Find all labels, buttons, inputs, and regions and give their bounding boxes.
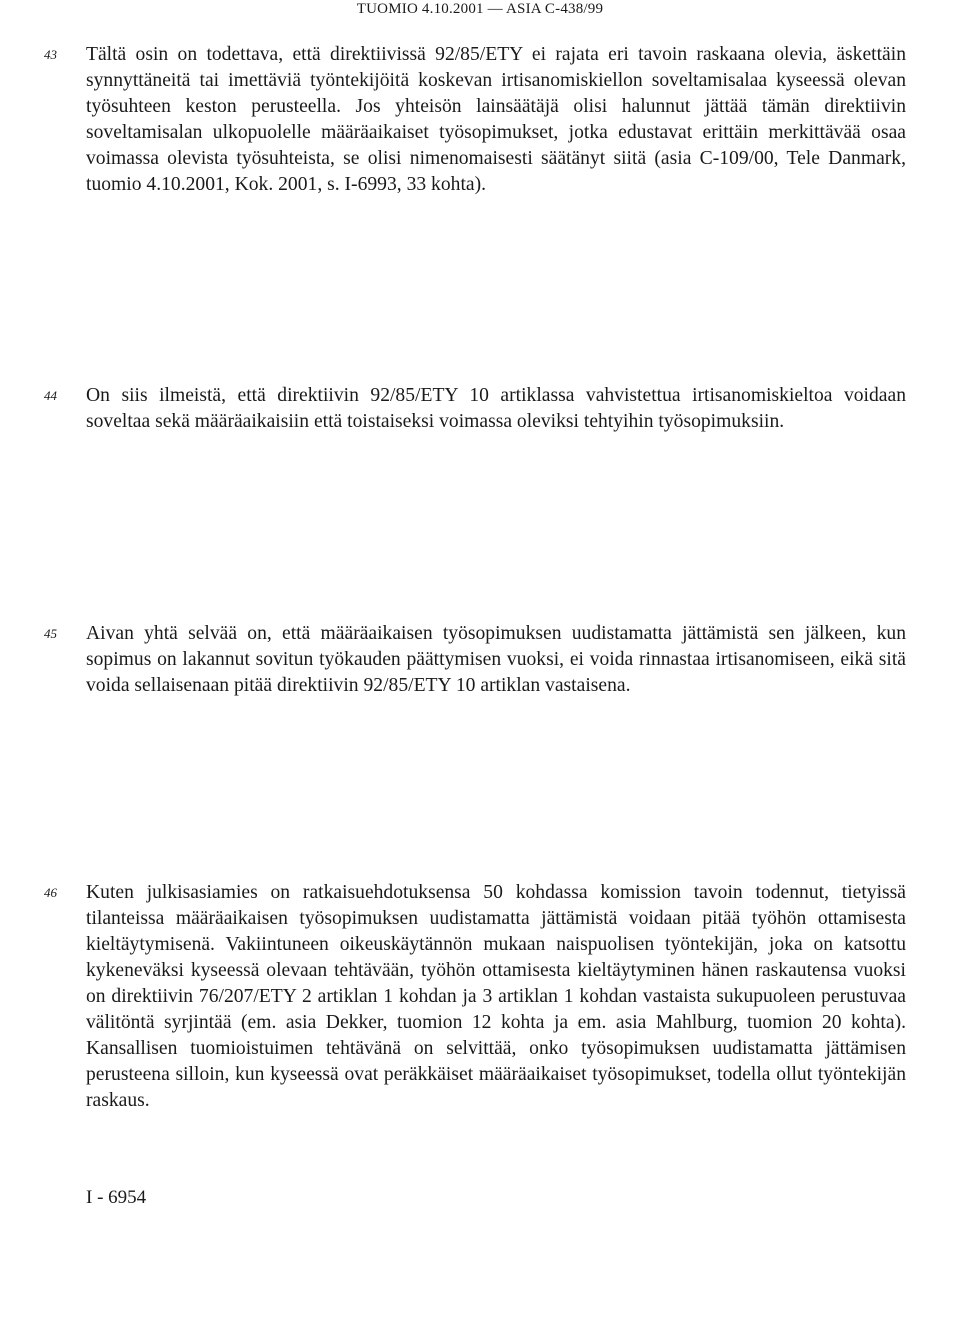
paragraph-number-46: 46 — [44, 885, 57, 900]
paragraph-number-45: 45 — [44, 626, 57, 641]
paragraph-number-43: 43 — [44, 47, 57, 62]
paragraph-43: Tältä osin on todettava, että direktiivissä 92/85/ETY ei rajata eri tavoin raskaana olevia, äskettäin synnyttäneitä tai imettäviä työntekijöitä koskevan irtisanomiskiellon soveltamisalaa kyseessä olevan työsuhteen keston perusteella. Jos yhteisön lainsäätäjä olisi halunnut jättää tämän direktiivin soveltamisalan ulkopuolelle määräaikaiset työsopimukset, jotka edustavat erittäin merkittävää osaa voimassa olevista työsuhteista, se olisi nimenomaisesti säätänyt siitä (asia C-109/00, Tele Danmark, tuomio 4.10.2001, Kok. 2001, s. I-6993, 33 kohta). — [86, 44, 906, 195]
paragraph-44: On siis ilmeistä, että direktiivin 92/85/ETY 10 artiklassa vahvistettua irtisanomiskieltoa voidaan soveltaa sekä määräaikaisiin että toistaiseksi voimassa oleviksi tehtyihin työsopimuksiin. — [86, 385, 906, 432]
page-number: I - 6954 — [86, 1187, 147, 1208]
paragraph-number-44: 44 — [44, 388, 57, 403]
paragraph-46: Kuten julkisasiamies on ratkaisuehdotuksensa 50 kohdassa komission tavoin todennut, tietyissä tilanteissa määräaikaisen työsopimuksen uudistamatta jättämistä voidaan pitää työhön ottamisesta kieltäytymisenä. Vakiintuneen oikeuskäytännön mukaan naispuolisen työntekijän, joka on katsottu kykeneväksi kyseessä olevaan tehtävään, työhön ottamisesta kieltäytyminen hänen raskautensa vuoksi on direktiivin 76/207/ETY 2 artiklan 1 kohdan ja 3 artiklan 1 kohdan vastaista sukupuoleen perustuvaa välitöntä syrjintää (em. asia Dekker, tuomion 12 kohta ja em. asia Mahlburg, tuomion 20 kohta). Kansallisen tuomioistuimen tehtävänä on selvittää, onko työsopimuksen uudistamatta jättämisen perusteena silloin, kun kyseessä ovat peräkkäiset määräaikaiset työsopimukset, todella ollut työntekijän raskaus. — [86, 882, 906, 1111]
paragraph-45: Aivan yhtä selvää on, että määräaikaisen työsopimuksen uudistamatta jättämistä sen jälkeen, kun sopimus on lakannut sovitun työkauden päättymisen vuoksi, ei voida rinnastaa irtisanomiseen, eikä sitä voida sellaisenaan pitää direktiivin 92/85/ETY 10 artiklan vastaisena. — [86, 623, 906, 696]
running-header: TUOMIO 4.10.2001 — ASIA C-438/99 — [356, 1, 604, 17]
